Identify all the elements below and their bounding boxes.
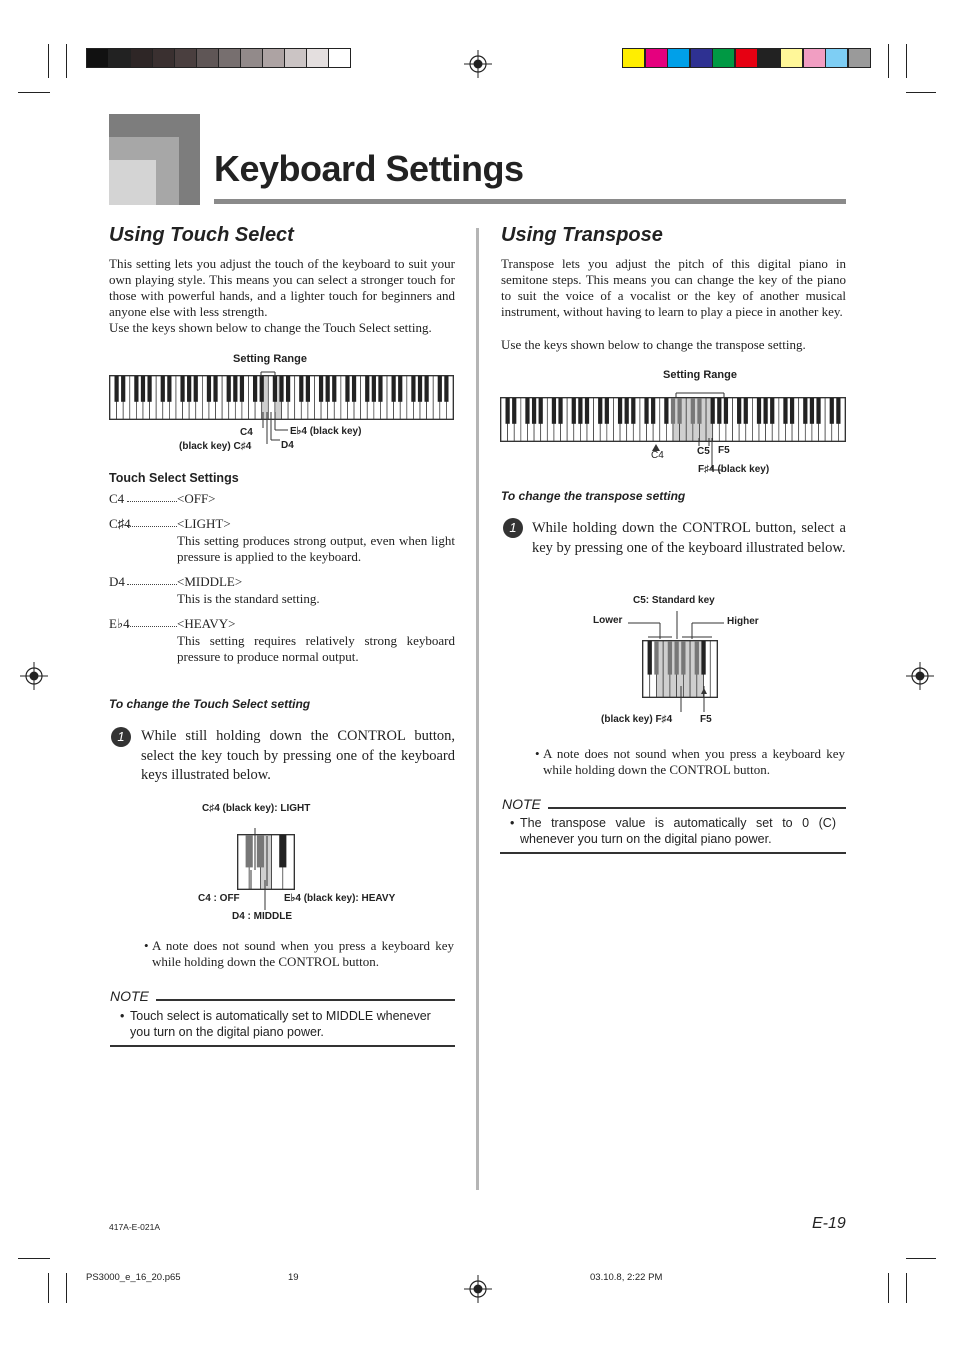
black-key — [227, 376, 231, 402]
black-key — [539, 398, 543, 424]
color-swatch — [645, 48, 668, 68]
black-key — [240, 376, 244, 402]
black-key — [286, 376, 290, 402]
black-key — [418, 376, 422, 402]
footer-date: 03.10.8, 2:22 PM — [590, 1272, 663, 1283]
color-swatch — [803, 48, 826, 68]
black-key — [783, 398, 787, 424]
color-swatch — [86, 48, 109, 68]
black-key — [648, 641, 652, 675]
black-key — [134, 376, 138, 402]
black-key — [233, 376, 237, 402]
touch-range-label: Setting Range — [233, 353, 307, 365]
note-rule — [156, 999, 455, 1001]
black-key — [411, 376, 415, 402]
color-swatch — [667, 48, 690, 68]
black-key — [207, 376, 211, 402]
color-swatch — [130, 48, 153, 68]
label-t2-fs4: (black key) F♯4 — [601, 714, 673, 725]
black-key — [512, 398, 516, 424]
transpose-range-label: Setting Range — [663, 369, 737, 381]
black-key — [598, 398, 602, 424]
black-key — [326, 376, 330, 402]
label-t-c5: C5 — [697, 446, 710, 457]
black-key — [525, 398, 529, 424]
black-key — [695, 641, 699, 675]
color-swatch — [196, 48, 219, 68]
color-swatch — [240, 48, 263, 68]
touch-change-heading: To change the Touch Select setting — [109, 697, 311, 711]
black-key — [711, 398, 715, 424]
black-key — [717, 398, 721, 424]
black-key — [737, 398, 741, 424]
black-key — [299, 376, 303, 402]
black-key — [671, 398, 675, 424]
label-t2-f5: F5 — [700, 714, 712, 725]
color-swatch — [108, 48, 131, 68]
black-key — [180, 376, 184, 402]
label-cs4: (black key) C♯4 — [179, 441, 252, 452]
doc-code: 417A-E-021A — [109, 1222, 161, 1232]
color-swatch — [174, 48, 197, 68]
touch-select-leaders — [237, 820, 297, 920]
black-key — [332, 376, 336, 402]
page-number: E-19 — [812, 1215, 846, 1232]
color-swatch — [825, 48, 848, 68]
black-key — [618, 398, 622, 424]
transpose-note-heading: NOTE — [502, 796, 541, 812]
black-key — [319, 376, 323, 402]
black-key — [625, 398, 629, 424]
black-key — [803, 398, 807, 424]
black-key — [194, 376, 198, 402]
transpose-intro: Transpose lets you adjust the pitch of this digital piano in semitone steps. This means you can change the key of the piano to suit the voice of a vocalist or the key of another musical instrument, without having to learn to play a piece in another key. — [501, 256, 846, 319]
black-key — [644, 398, 648, 424]
black-key — [345, 376, 349, 402]
black-key — [757, 398, 761, 424]
color-swatch — [780, 48, 803, 68]
color-swatch — [262, 48, 285, 68]
black-key — [121, 376, 125, 402]
touch-step-text: While still holding down the CONTROL button, select the key touch by pressing one of the keyboard keys illustrated below. — [141, 728, 455, 783]
transpose-change-heading: To change the transpose setting — [501, 489, 686, 503]
color-swatch — [306, 48, 329, 68]
color-swatch — [848, 48, 871, 68]
black-key — [425, 376, 429, 402]
black-key — [114, 376, 118, 402]
color-swatch — [218, 48, 241, 68]
touch-intro: This setting lets you adjust the touch of the keyboard to suit your own playing style. This means you can select a stronger touch for those with powerful hands, and a lighter touch for beginners and anyone else with less strength. — [109, 256, 455, 319]
black-key — [701, 641, 705, 675]
label-light: C♯4 (black key): LIGHT — [202, 803, 311, 814]
color-swatch — [712, 48, 735, 68]
registration-mark-right — [906, 662, 934, 690]
black-key — [372, 376, 376, 402]
black-key — [677, 398, 681, 424]
label-t-f5: F5 — [718, 445, 730, 456]
black-key — [830, 398, 834, 424]
black-key — [681, 641, 685, 675]
color-swatch — [284, 48, 307, 68]
note-bottom-rule — [110, 1045, 455, 1047]
black-key — [631, 398, 635, 424]
touch-note-text: Touch select is automatically set to MIDDLE whenever you turn on the digital piano power. — [130, 1009, 431, 1039]
black-key — [810, 398, 814, 424]
transpose-note-text: The transpose value is automatically set to 0 (C) whenever you turn on the digital piano power. — [520, 816, 836, 846]
touch-step-number: 1 — [111, 727, 131, 747]
note-rule-right — [548, 807, 846, 809]
label-standard: C5: Standard key — [633, 595, 715, 606]
black-key — [816, 398, 820, 424]
color-swatch — [690, 48, 713, 68]
black-key — [578, 398, 582, 424]
touch-settings-heading: Touch Select Settings — [109, 471, 239, 485]
black-key — [187, 376, 191, 402]
black-key — [790, 398, 794, 424]
label-eb4: E♭4 (black key) — [290, 426, 362, 437]
registration-mark-top — [464, 50, 492, 78]
touch-intro-2: Use the keys shown below to change the Touch Select setting. — [109, 320, 432, 335]
black-key — [552, 398, 556, 424]
touch-select-heading: Using Touch Select — [109, 224, 294, 246]
black-key — [585, 398, 589, 424]
label-d4: D4 — [281, 440, 294, 451]
black-key — [691, 398, 695, 424]
footer-page: 19 — [288, 1272, 299, 1283]
black-key — [352, 376, 356, 402]
touch-note-heading: NOTE — [110, 988, 149, 1004]
label-middle: D4 : MIDDLE — [232, 911, 292, 922]
label-t-fs4: F♯4 (black key) — [698, 464, 770, 475]
transpose-bullet: A note does not sound when you press a keyboard key while holding down the CONTROL button. — [543, 746, 845, 777]
black-key — [444, 376, 448, 402]
black-key — [438, 376, 442, 402]
black-key — [697, 398, 701, 424]
black-key — [572, 398, 576, 424]
touch-bullet: A note does not sound when you press a keyboard key while holding down the CONTROL button. — [152, 938, 454, 969]
label-heavy: E♭4 (black key): HEAVY — [284, 893, 396, 904]
black-key — [605, 398, 609, 424]
black-key — [141, 376, 145, 402]
black-key — [392, 376, 396, 402]
black-key — [398, 376, 402, 402]
label-c4: C4 — [240, 427, 253, 438]
transpose-select-arrows — [620, 605, 730, 645]
black-key — [213, 376, 217, 402]
black-key — [147, 376, 151, 402]
column-divider — [476, 228, 479, 1190]
black-key — [378, 376, 382, 402]
label-t-c4: C4 — [651, 450, 664, 461]
color-swatch — [758, 48, 781, 68]
black-key — [532, 398, 536, 424]
transpose-step-number: 1 — [503, 518, 523, 538]
black-key — [744, 398, 748, 424]
label-off: C4 : OFF — [198, 893, 240, 904]
black-key — [836, 398, 840, 424]
registration-mark-left — [20, 662, 48, 690]
black-key — [558, 398, 562, 424]
black-key — [674, 641, 678, 675]
color-swatch — [152, 48, 175, 68]
registration-mark-bottom — [464, 1275, 492, 1303]
black-key — [654, 641, 658, 675]
black-key — [763, 398, 767, 424]
page-title: Keyboard Settings — [214, 148, 524, 189]
black-key — [770, 398, 774, 424]
color-swatch — [735, 48, 758, 68]
note-bottom-rule-right — [500, 852, 846, 854]
black-key — [505, 398, 509, 424]
black-key — [664, 398, 668, 424]
transpose-step-text: While holding down the CONTROL button, select a key by pressing one of the keyboard illustrated below. — [532, 520, 846, 556]
black-key — [668, 641, 672, 675]
black-key — [161, 376, 165, 402]
transpose-heading: Using Transpose — [501, 224, 663, 246]
color-swatch — [328, 48, 351, 68]
transpose-range-keyboard — [500, 397, 846, 442]
black-key — [365, 376, 369, 402]
label-higher: Higher — [727, 616, 759, 627]
footer-file: PS3000_e_16_20.p65 — [86, 1272, 181, 1283]
black-key — [306, 376, 310, 402]
black-key — [724, 398, 728, 424]
color-swatch — [622, 48, 645, 68]
transpose-intro-2: Use the keys shown below to change the transpose setting. — [501, 337, 806, 352]
black-key — [651, 398, 655, 424]
title-underline — [214, 199, 846, 204]
black-key — [167, 376, 171, 402]
transpose-select-leaders — [660, 686, 720, 716]
label-lower: Lower — [593, 615, 623, 626]
